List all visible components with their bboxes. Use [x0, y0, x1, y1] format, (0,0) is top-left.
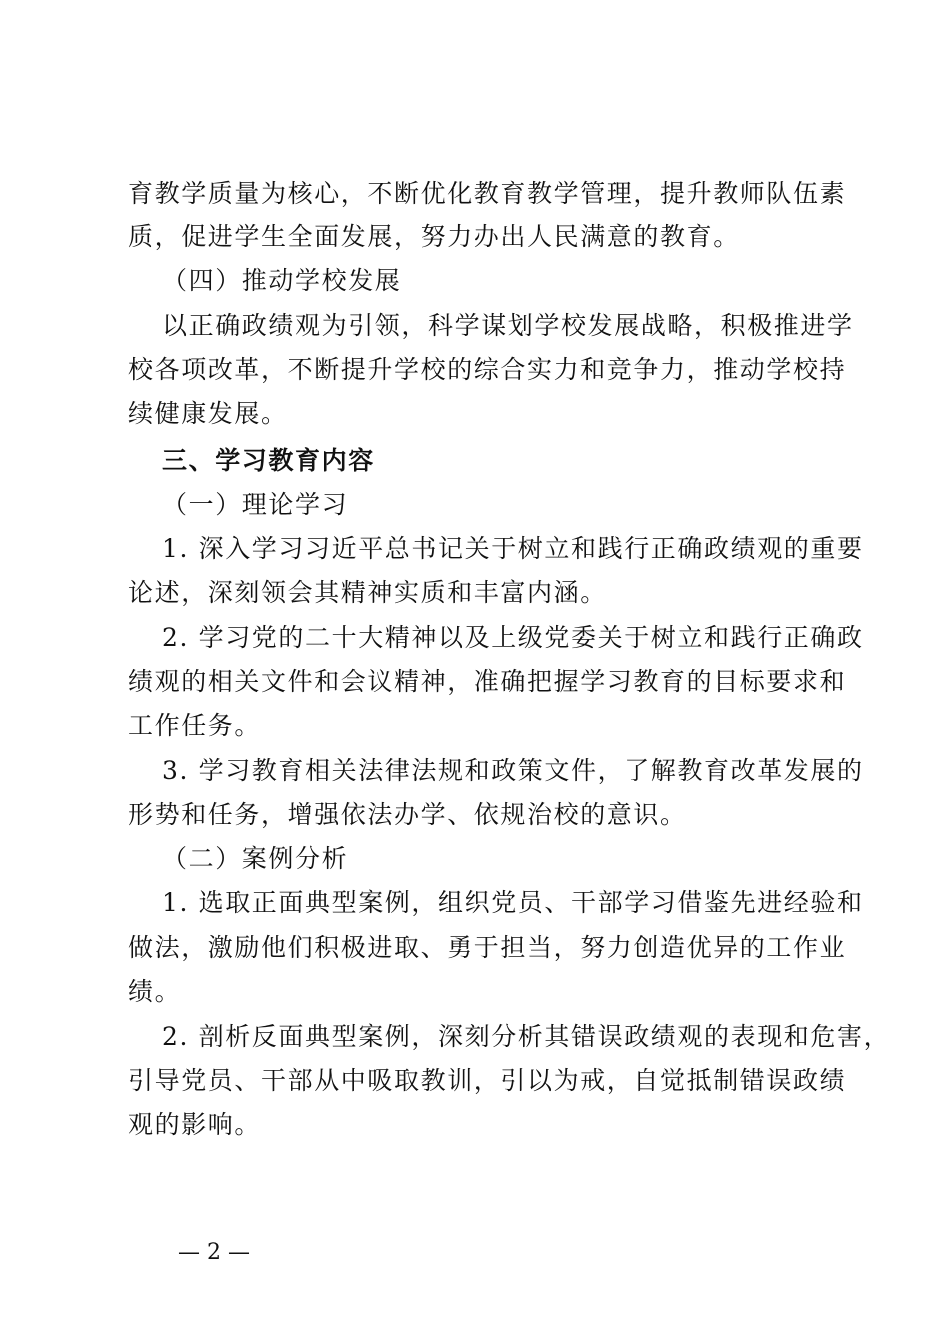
body-text-line: 论述，深刻领会其精神实质和丰富内涵。	[128, 578, 607, 607]
body-text-line: 形势和任务，增强依法办学、依规治校的意识。	[128, 800, 687, 829]
body-text-line: 绩。	[128, 977, 182, 1006]
body-text-line: 育教学质量为核心，不断优化教育教学管理，提升教师队伍素	[128, 179, 847, 208]
body-text-line: 2. 学习党的二十大精神以及上级党委关于树立和践行正确政	[162, 623, 864, 652]
section-heading: 三、学习教育内容	[162, 446, 375, 475]
body-text-line: 质，促进学生全面发展，努力办出人民满意的教育。	[128, 222, 740, 251]
body-text-line: 引导党员、干部从中吸取教训，引以为戒，自觉抵制错误政绩	[128, 1066, 847, 1095]
body-text-line: 绩观的相关文件和会议精神，准确把握学习教育的目标要求和	[128, 667, 847, 696]
body-text-line: 续健康发展。	[128, 399, 288, 428]
body-text-line: 以正确政绩观为引领，科学谋划学校发展战略，积极推进学	[162, 311, 854, 340]
body-text-line: 2. 剖析反面典型案例，深刻分析其错误政绩观的表现和危害，	[162, 1022, 891, 1051]
subsection-heading: （一）理论学习	[162, 490, 349, 519]
body-text-line: 观的影响。	[128, 1110, 262, 1139]
body-text-line: 3. 学习教育相关法律法规和政策文件，了解教育改革发展的	[162, 756, 864, 785]
body-text-line: 1. 深入学习习近平总书记关于树立和践行正确政绩观的重要	[162, 534, 864, 563]
body-text-line: 1. 选取正面典型案例，组织党员、干部学习借鉴先进经验和	[162, 888, 864, 917]
subsection-heading: （四）推动学校发展	[162, 266, 402, 295]
body-text-line: 校各项改革，不断提升学校的综合实力和竞争力，推动学校持	[128, 355, 847, 384]
body-text-line: 工作任务。	[128, 711, 262, 740]
subsection-heading: （二）案例分析	[162, 844, 349, 873]
body-text-line: 做法，激励他们积极进取、勇于担当，努力创造优异的工作业	[128, 933, 847, 962]
page-number: — 2 —	[178, 1240, 250, 1265]
